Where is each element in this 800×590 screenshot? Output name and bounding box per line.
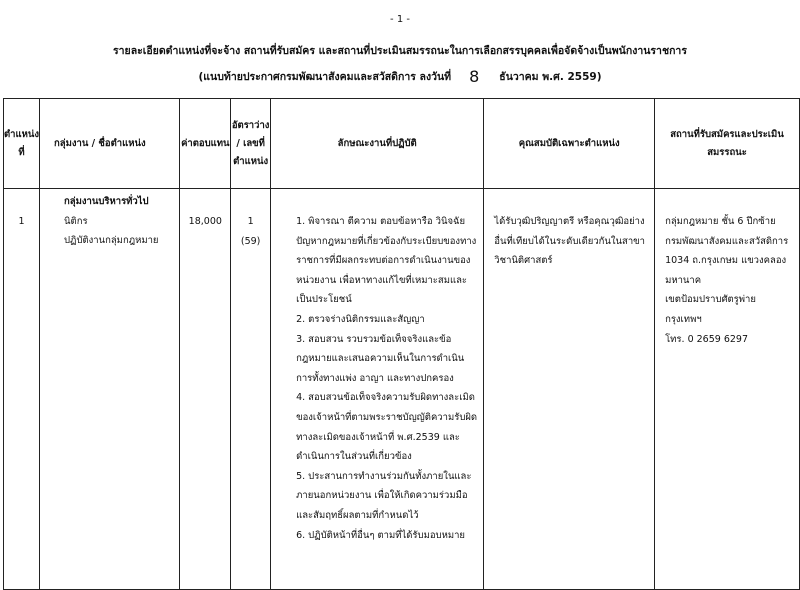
duty-item: 4. สอบสวนข้อเท็จจริงความรับผิดทางละเมิดของเจ้าหน้าที่ตามพระราชบัญญัติความรับผิดทางละเมิดของเจ้าหน้าที่ พ.ศ.2539 และดำเนินการในส่วนที่เกี่ยวข้อง — [296, 392, 478, 463]
cell-duties — [271, 189, 484, 590]
duty-item: 3. สอบสวน รวบรวมข้อเท็จจริงและข้อกฎหมายและเสนอความเห็นในการดำเนินการทั้งทางแพ่ง อาญา และทางปกครอง — [296, 333, 465, 384]
header-place: สถานที่รับสมัครและประเมินสมรรถนะ — [655, 99, 800, 189]
duty-item: 5. ประสานการทำงานร่วมกันทั้งภายในและภายนอกหน่วยงาน เพื่อให้เกิดความร่วมมือและสัมฤทธิ์ผลตามที่กำหนดไว้ — [296, 470, 472, 521]
vacancy-number: (59) — [240, 235, 261, 247]
document-title: รายละเอียดตำแหน่งที่จะจ้าง สถานที่รับสมัคร และสถานที่ประเมินสมรรถนะในการเลือกสรรบุคคลเพื่อจัดจ้างเป็นพนักงานราชการ — [113, 45, 687, 57]
header-group: กลุ่มงาน / ชื่อตำแหน่ง — [40, 99, 180, 189]
place-line: 1034 ถ.กรุงเกษม แขวงคลองมหานาค — [665, 255, 787, 286]
document-subtitle — [0, 65, 800, 85]
header-vacancy: อัตราว่าง / เลขที่ตำแหน่ง — [231, 99, 271, 189]
header-no: ตำแหน่งที่ — [4, 99, 40, 189]
header-duties: ลักษณะงานที่ปฏิบัติ — [271, 99, 484, 189]
cell-vacancy — [231, 189, 271, 590]
place-line: กรมพัฒนาสังคมและสวัสดิการ — [665, 235, 789, 247]
cell-qualification — [484, 189, 655, 590]
subtitle-suffix: ธันวาคม พ.ศ. 2559) — [499, 71, 602, 83]
work-unit: ปฏิบัติงานกลุ่มกฎหมาย — [64, 235, 159, 247]
positions-table — [3, 98, 800, 590]
subtitle-prefix: (แนบท้ายประกาศกรมพัฒนาสังคมและสวัสดิการ ลงวันที่ — [198, 71, 452, 83]
qualification-text: ได้รับวุฒิปริญญาตรี หรือคุณวุฒิอย่างอื่นที่เทียบได้ในระดับเดียวกันในสาขาวิชานิติศาสตร์ — [494, 216, 646, 267]
vacancy-count: 1 — [247, 216, 254, 227]
duty-item: 2. ตรวจร่างนิติกรรมและสัญญา — [296, 313, 425, 325]
header-qualification: คุณสมบัติเฉพาะตำแหน่ง — [484, 99, 655, 189]
group-name: กลุ่มงานบริหารทั่วไป — [64, 196, 149, 207]
place-line: กลุ่มกฎหมาย ชั้น 6 ปีกซ้าย — [665, 216, 776, 227]
duty-item: 6. ปฏิบัติหน้าที่อื่นๆ ตามที่ได้รับมอบหมาย — [296, 529, 465, 541]
table-row — [4, 189, 800, 590]
cell-pay — [180, 189, 231, 590]
place-phone: โทร. 0 2659 6297 — [665, 333, 749, 345]
cell-group — [40, 189, 180, 590]
place-line: เขตป้อมปราบศัตรูพ่าย กรุงเทพฯ — [665, 294, 756, 325]
cell-no — [4, 189, 40, 590]
pay-amount: 18,000 — [188, 216, 222, 227]
header-pay: ค่าตอบแทน — [180, 99, 231, 189]
cell-place — [655, 189, 800, 590]
table-header-row — [4, 99, 800, 189]
position-number: 1 — [18, 216, 25, 227]
position-name: นิติกร — [64, 215, 88, 227]
handwritten-day: 8 — [469, 67, 480, 86]
page-number: - 1 - — [390, 14, 410, 25]
duty-item: 1. พิจารณา ตีความ ตอบข้อหารือ วินิจฉัยปัญหากฎหมายที่เกี่ยวข้องกับระเบียบของทางราชการที่มีผลกระทบต่อการดำเนินงานของหน่วยงาน เพื่อหาทางแก้ไขที่เหมาะสมและเป็นประโยชน์ — [296, 216, 477, 306]
